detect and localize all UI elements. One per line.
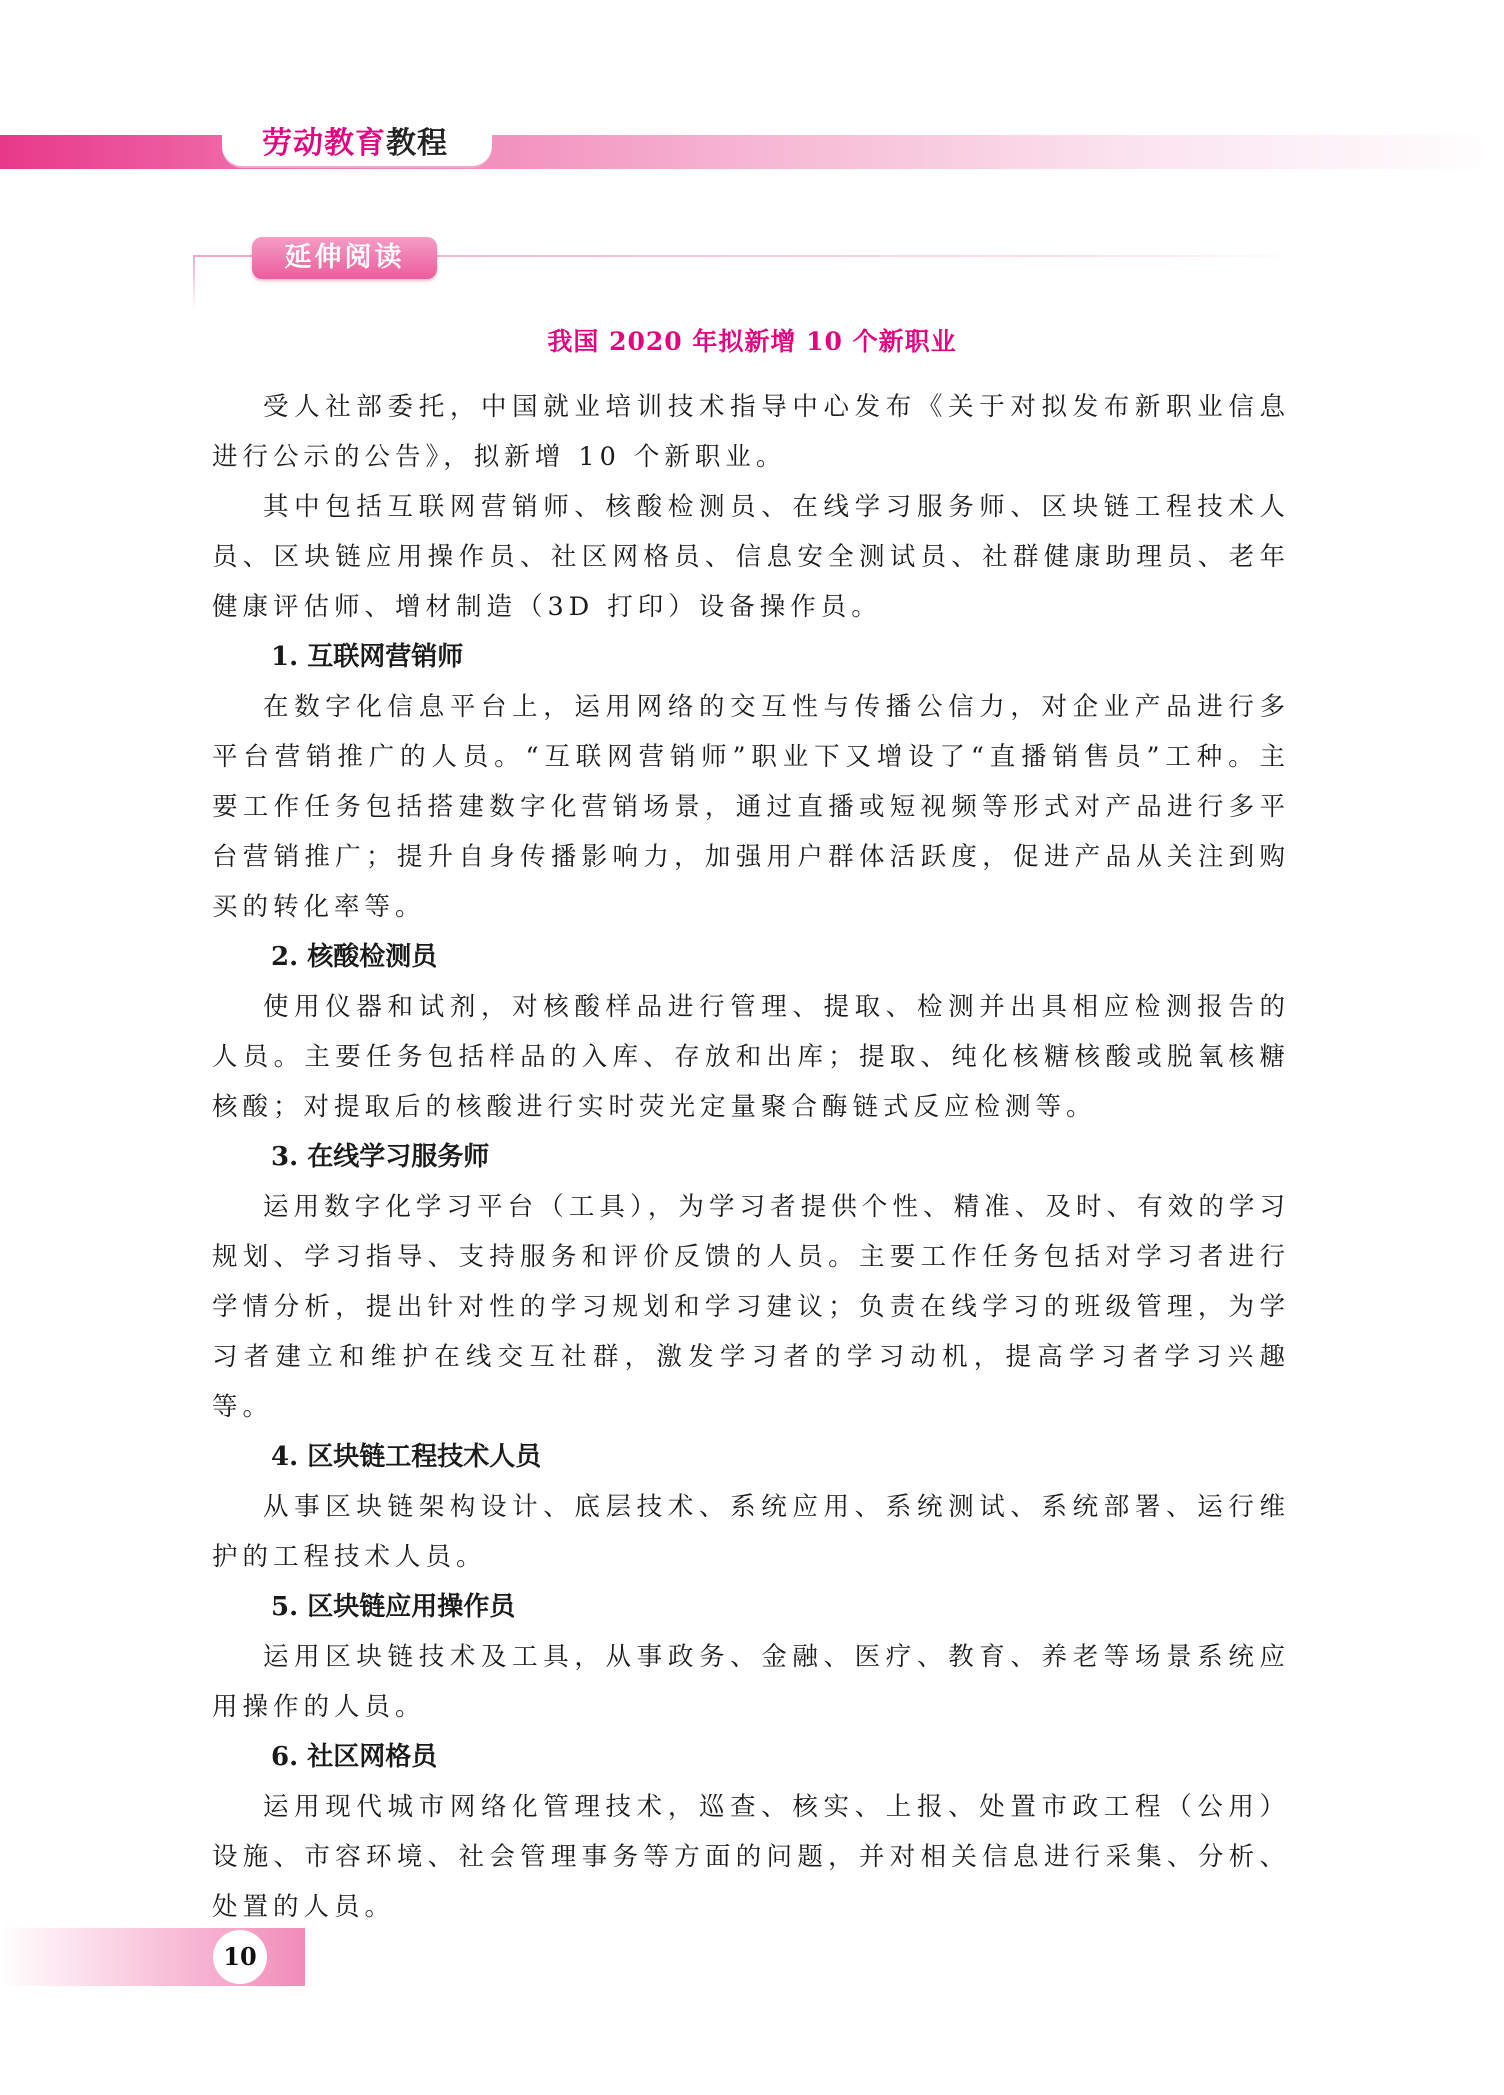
occupation-description: 运用区块链技术及工具，从事政务、金融、医疗、教育、养老等场景系统应用操作的人员。 [212, 1642, 1290, 1722]
occupation-heading: 2. 核酸检测员 [271, 942, 438, 972]
article-body [212, 382, 1290, 1932]
intro-paragraph: 其中包括互联网营销师、核酸检测员、在线学习服务师、区块链工程技术人员、区块链应用操作员、社区网格员、信息安全测试员、社群健康助理员、老年健康评估师、增材制造（3D 打印）设备操作员。 [212, 492, 1290, 622]
book-title-rest: 教程 [386, 126, 448, 161]
occupation-heading: 3. 在线学习服务师 [271, 1142, 490, 1172]
book-title [262, 118, 448, 162]
book-title-accent: 劳动教育 [262, 126, 386, 161]
occupation-heading: 6. 社区网格员 [271, 1742, 438, 1772]
occupation-description: 从事区块链架构设计、底层技术、系统应用、系统测试、系统部署、运行维护的工程技术人员。 [212, 1492, 1290, 1572]
occupation-description: 在数字化信息平台上，运用网络的交互性与传播公信力，对企业产品进行多平台营销推广的人员。“互联网营销师”职业下又增设了“直播销售员”工种。主要工作任务包括搭建数字化营销场景，通过直播或短视频等形式对产品进行多平台营销推广；提升自身传播影响力，加强用户群体活跃度，促进产品从关注到购买的转化率等。 [212, 692, 1290, 922]
occupation-description: 运用现代城市网络化管理技术，巡查、核实、上报、处置市政工程（公用）设施、市容环境、社会管理事务等方面的问题，并对相关信息进行采集、分析、处置的人员。 [212, 1792, 1290, 1922]
occupation-heading: 5. 区块链应用操作员 [271, 1592, 516, 1622]
section-badge: 延伸阅读 [252, 237, 437, 279]
intro-paragraph: 受人社部委托，中国就业培训技术指导中心发布《关于对拟发布新职业信息进行公示的公告》，拟新增 10 个新职业。 [212, 392, 1290, 472]
occupation-heading: 4. 区块链工程技术人员 [271, 1442, 542, 1472]
occupation-description: 使用仪器和试剂，对核酸样品进行管理、提取、检测并出具相应检测报告的人员。主要任务包括样品的入库、存放和出库；提取、纯化核糖核酸或脱氧核糖核酸；对提取后的核酸进行实时荧光定量聚合酶链式反应检测等。 [212, 992, 1290, 1122]
section-frame-left [193, 255, 195, 310]
article-title: 我国 2020 年拟新增 10 个新职业 [547, 327, 957, 356]
occupation-description: 运用数字化学习平台（工具），为学习者提供个性、精准、及时、有效的学习规划、学习指导、支持服务和评价反馈的人员。主要工作任务包括对学习者进行学情分析，提出针对性的学习规划和学习建议；负责在线学习的班级管理，为学习者建立和维护在线交互社群，激发学习者的学习动机，提高学习者学习兴趣等。 [212, 1192, 1290, 1422]
occupation-heading: 1. 互联网营销师 [271, 642, 464, 672]
page-number: 10 [213, 1930, 267, 1984]
